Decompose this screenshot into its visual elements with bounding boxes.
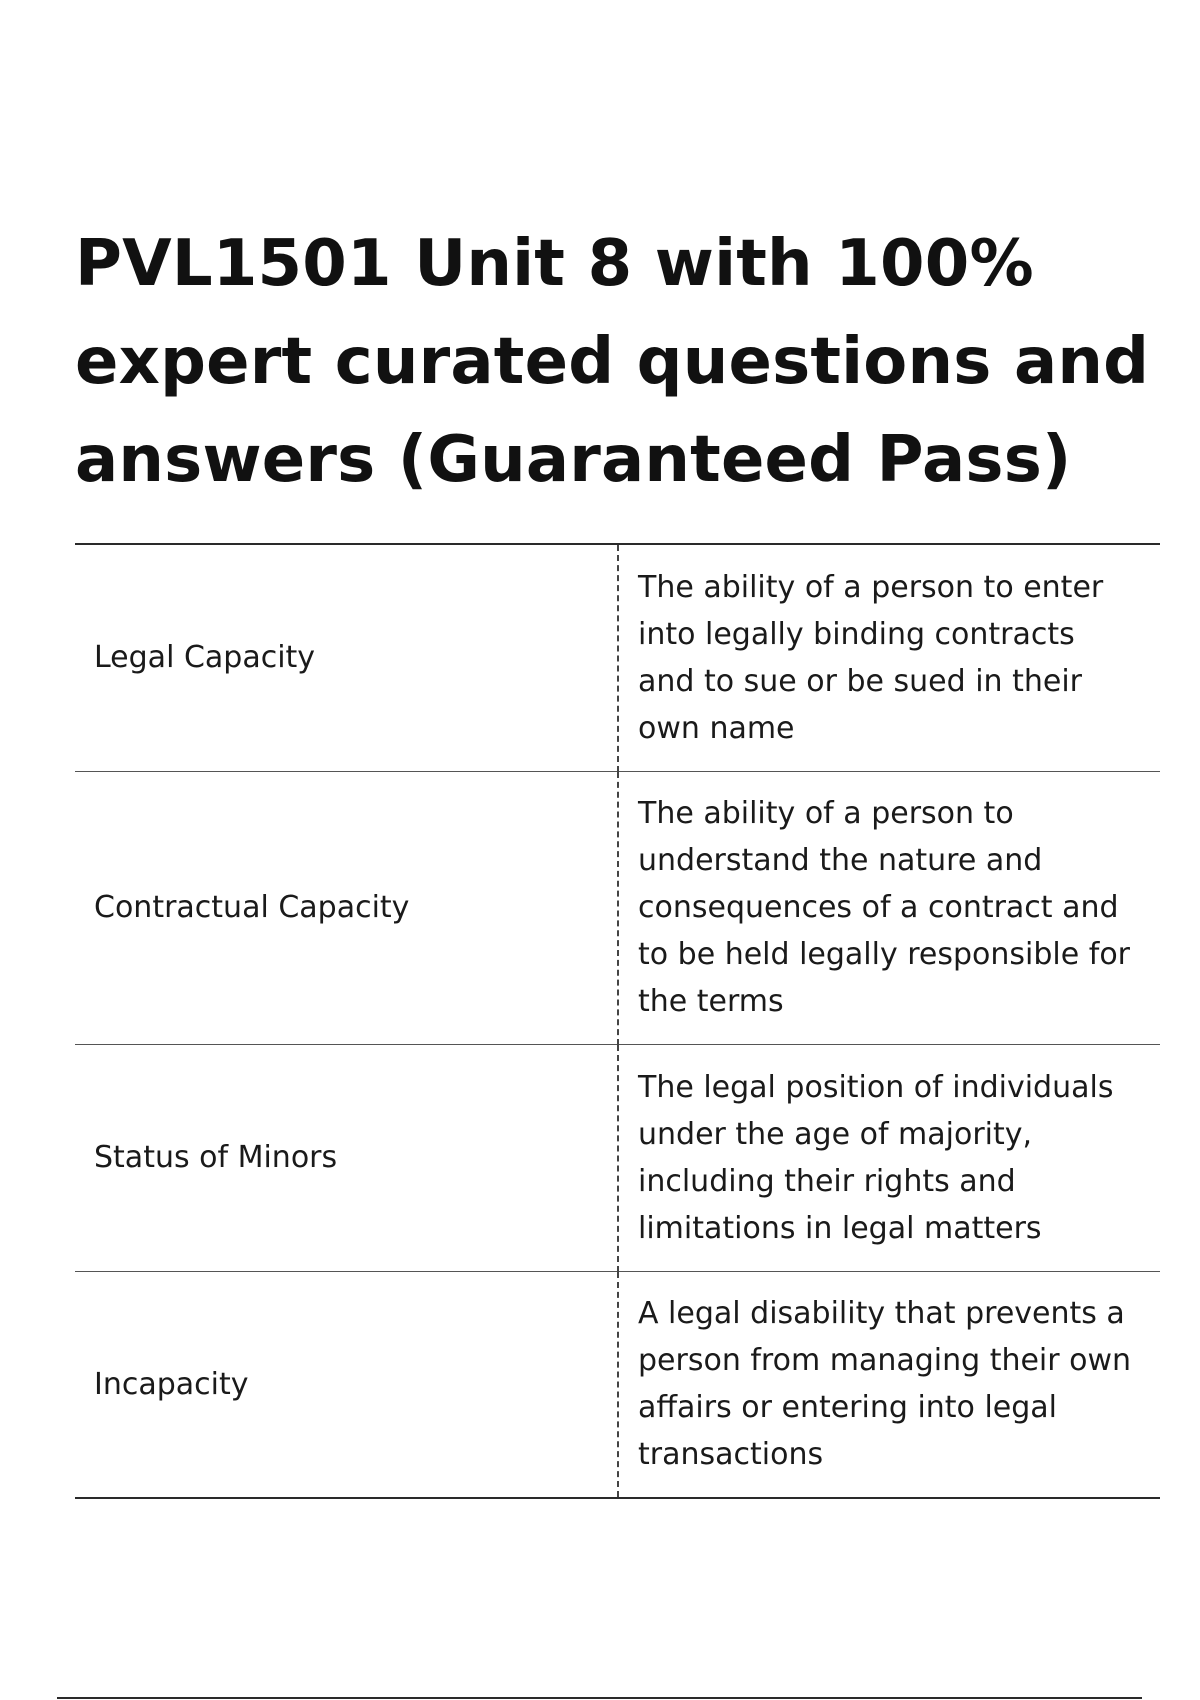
definition-cell: The ability of a person to enter into legally binding contracts and to sue or be sued in their own name bbox=[638, 569, 1104, 746]
definition-cell: A legal disability that prevents a person from managing their own affairs or entering into legal transactions bbox=[638, 1296, 1132, 1473]
table-row bbox=[75, 771, 1160, 1044]
term-cell: Contractual Capacity bbox=[75, 771, 618, 1044]
term-cell: Incapacity bbox=[75, 1271, 618, 1498]
term-cell: Legal Capacity bbox=[75, 544, 618, 771]
flashcard-table bbox=[75, 543, 1160, 1499]
definition-cell: The legal position of individuals under the age of majority, including their rights and limitations in legal matters bbox=[638, 1069, 1114, 1246]
definition-cell: The ability of a person to understand the nature and consequences of a contract and to be held legally responsible for the terms bbox=[638, 796, 1131, 1019]
table-row bbox=[75, 1044, 1160, 1271]
footer-divider bbox=[57, 1697, 1142, 1699]
table-row bbox=[75, 1271, 1160, 1498]
term-cell: Status of Minors bbox=[75, 1044, 618, 1271]
page-title: PVL1501 Unit 8 with 100% expert curated questions and answers (Guaranteed Pass) bbox=[75, 227, 1150, 497]
table-row bbox=[75, 544, 1160, 771]
